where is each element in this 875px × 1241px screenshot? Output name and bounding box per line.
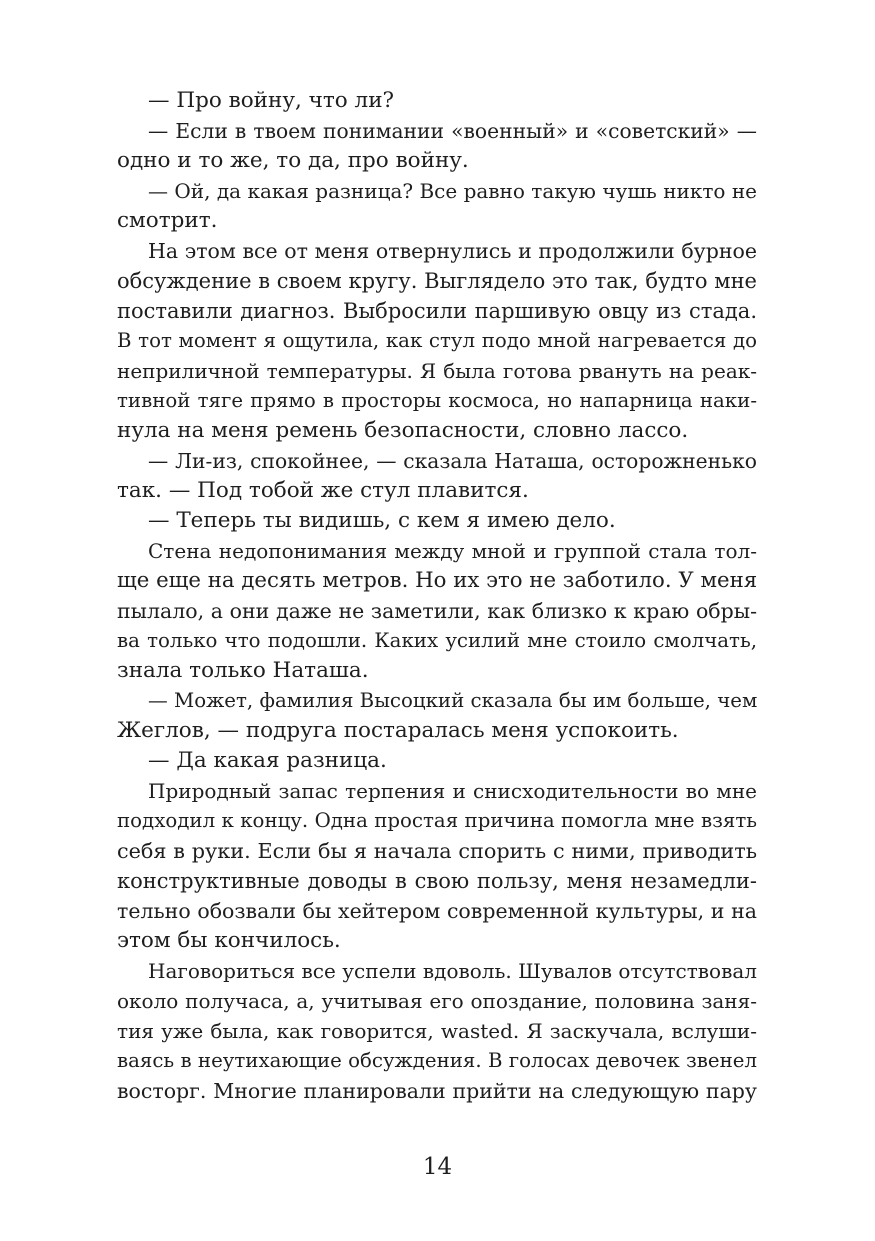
text-line: тивной тяге прямо в просторы космоса, но напарница наки-: [117, 389, 757, 412]
text-line: так. — Под тобой же стул плавится.: [117, 478, 529, 503]
text-line: нула на меня ремень безопасности, словно лассо.: [117, 418, 689, 443]
text-line: восторг. Многие планировали прийти на следующую пару: [117, 1079, 757, 1103]
body-text: [117, 86, 757, 1106]
text-line: знала только Наташа.: [117, 658, 369, 683]
text-line: — Ой, да какая разница? Все равно такую чушь никто не: [148, 179, 757, 203]
text-line: — Да какая разница.: [148, 748, 387, 773]
text-line: ва только что подошли. Каких усилий мне стоило смолчать,: [117, 629, 757, 652]
text-line: Жеглов, — подруга постаралась меня успокоить.: [117, 718, 679, 743]
text-line: поставили диагноз. Выбросили паршивую овцу из стада.: [117, 299, 757, 323]
text-line: — Ли-из, спокойнее, — сказала Наташа, осторожненько: [148, 449, 757, 473]
text-line: подходил к концу. Одна простая причина помогла мне взять: [117, 809, 757, 832]
text-line: ваясь в неутихающие обсуждения. В голосах девочек звенел: [117, 1049, 757, 1072]
text-line: ще еще на десять метров. Но их это не заботило. У меня: [117, 568, 758, 593]
text-line: — Если в твоем понимании «военный» и «советский» —: [148, 119, 757, 143]
text-line: обсуждение в своем кругу. Выглядело это так, будто мне: [117, 269, 757, 293]
text-line: пылало, а они даже не заметили, как близко к краю обры-: [117, 599, 757, 623]
text-line: — Теперь ты видишь, с кем я имею дело.: [148, 508, 616, 533]
text-line: Природный запас терпения и снисходительности во мне: [148, 779, 757, 803]
text-line: себя в руки. Если бы я начала спорить с ними, приводить: [117, 839, 757, 863]
text-line: Наговориться все успели вдоволь. Шувалов отсутствовал: [148, 959, 757, 983]
text-line: конструктивные доводы в свою пользу, меня незамедли-: [117, 869, 757, 893]
text-line: На этом все от меня отвернулись и продолжили бурное: [148, 239, 757, 263]
text-line: одно и то же, то да, про войну.: [117, 148, 469, 173]
page-number: 14: [422, 1154, 453, 1180]
text-line: этом бы кончилось.: [117, 928, 341, 953]
text-line: около получаса, а, учитывая его опоздание, половина заня-: [117, 989, 757, 1013]
text-line: — Про войну, что ли?: [148, 88, 395, 113]
text-line: неприличной температуры. Я была готова рвануть на реак-: [117, 359, 757, 383]
text-line: В тот момент я ощутила, как стул подо мной нагревается до: [117, 329, 757, 352]
text-line: тия уже была, как говорится, wasted. Я заскучала, вслуши-: [117, 1019, 757, 1043]
text-line: — Может, фамилия Высоцкий сказала бы им больше, чем: [148, 689, 758, 712]
text-line: Стена недопонимания между мной и группой стала тол-: [148, 539, 757, 563]
text-line: смотрит.: [117, 208, 218, 233]
text-line: тельно обозвали бы хейтером современной культуры, и на: [117, 899, 757, 923]
